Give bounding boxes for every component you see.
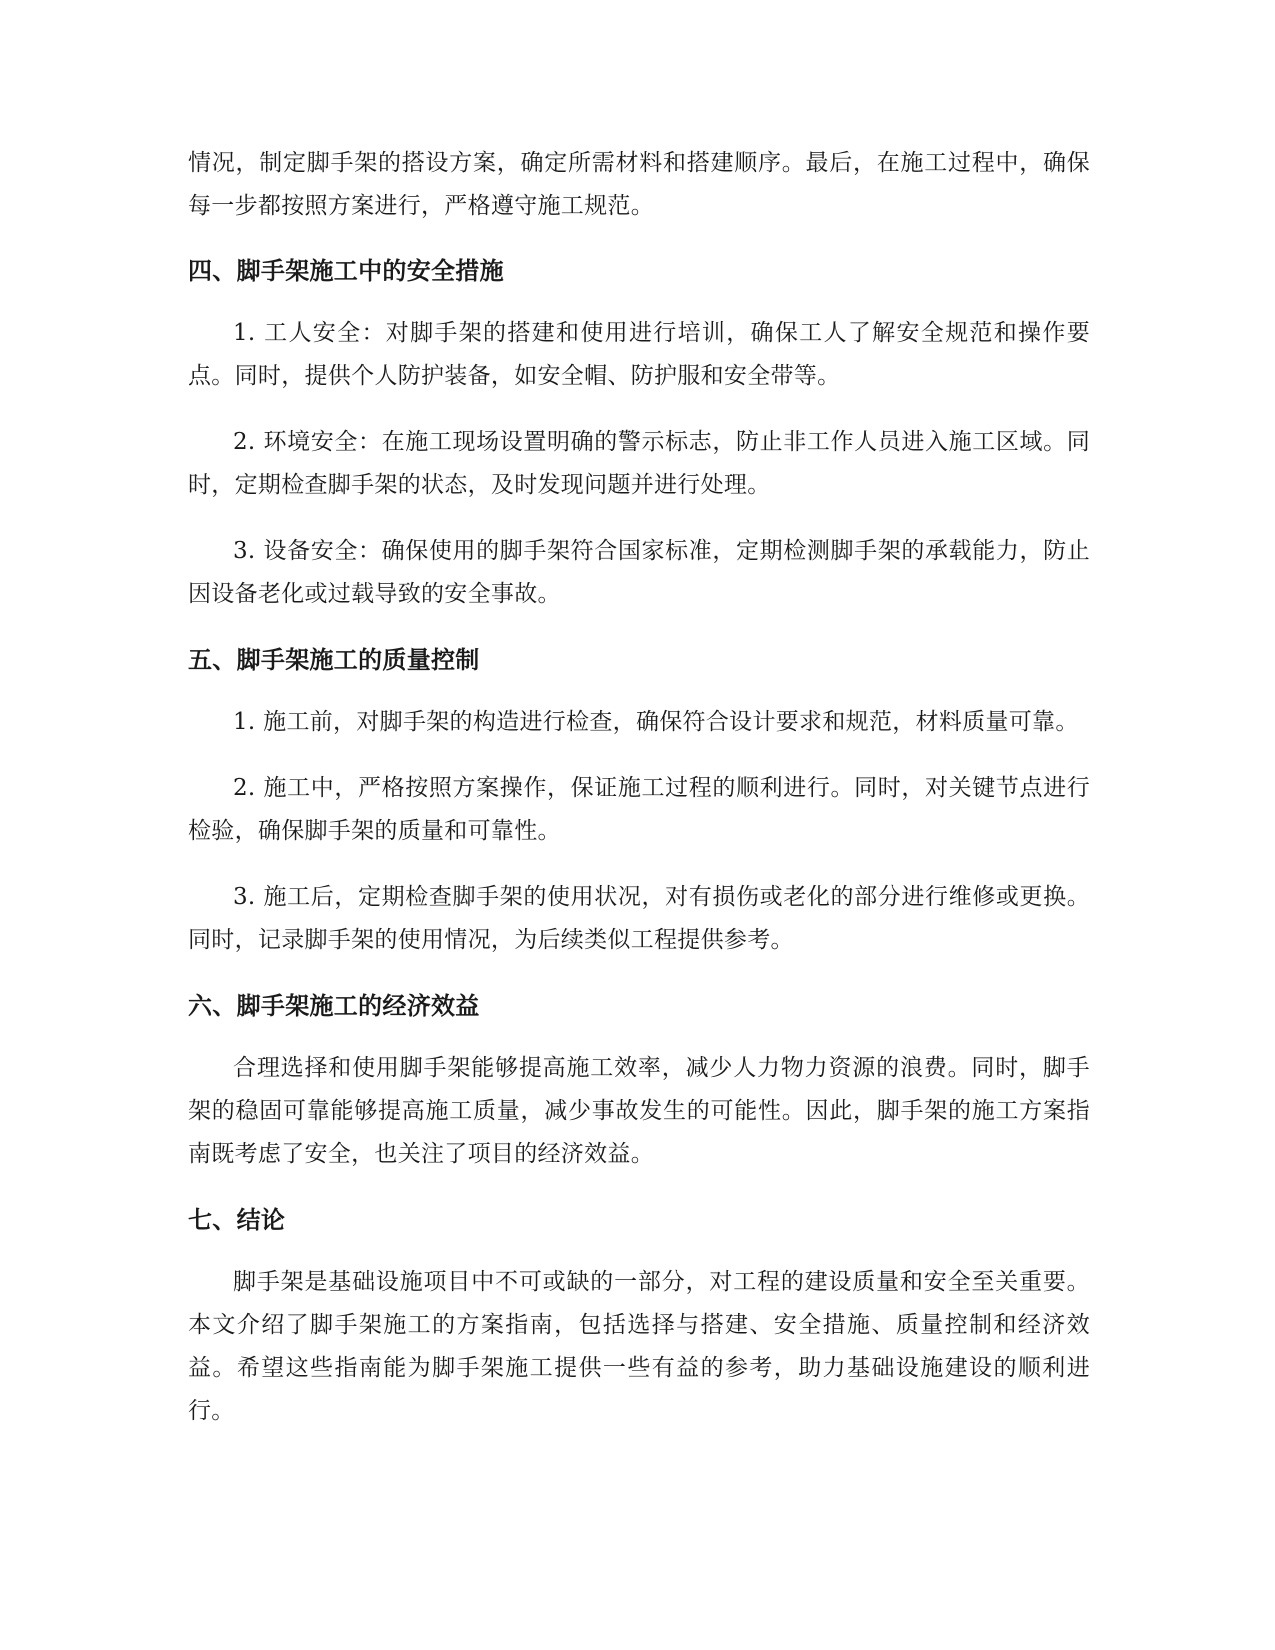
intro-continuation-paragraph: 情况，制定脚手架的搭设方案，确定所需材料和搭建顺序。最后，在施工过程中，确保每一步都按照方案进行，严格遵守施工规范。 <box>188 150 1090 219</box>
paragraph-worker-safety: 1. 工人安全：对脚手架的搭建和使用进行培训，确保工人了解安全规范和操作要点。同时，提供个人防护装备，如安全帽、防护服和安全带等。 <box>188 320 1090 389</box>
paragraph-quality-during: 2. 施工中，严格按照方案操作，保证施工过程的顺利进行。同时，对关键节点进行检验，确保脚手架的质量和可靠性。 <box>188 775 1090 844</box>
paragraph-equipment-safety: 3. 设备安全：确保使用的脚手架符合国家标准，定期检测脚手架的承载能力，防止因设备老化或过载导致的安全事故。 <box>188 538 1090 607</box>
paragraph-quality-after: 3. 施工后，定期检查脚手架的使用状况，对有损伤或老化的部分进行维修或更换。同时，记录脚手架的使用情况，为后续类似工程提供参考。 <box>188 884 1090 953</box>
paragraph-quality-before: 1. 施工前，对脚手架的构造进行检查，确保符合设计要求和规范，材料质量可靠。 <box>233 709 1079 735</box>
section-heading-conclusion: 七、结论 <box>188 1206 286 1234</box>
paragraph-economics: 合理选择和使用脚手架能够提高施工效率，减少人力物力资源的浪费。同时，脚手架的稳固可靠能够提高施工质量，减少事故发生的可能性。因此，脚手架的施工方案指南既考虑了安全，也关注了项目的经济效益。 <box>188 1055 1090 1167</box>
paragraph-environment-safety: 2. 环境安全：在施工现场设置明确的警示标志，防止非工作人员进入施工区域。同时，定期检查脚手架的状态，及时发现问题并进行处理。 <box>188 429 1090 498</box>
section-heading-quality: 五、脚手架施工的质量控制 <box>188 646 480 674</box>
section-heading-safety: 四、脚手架施工中的安全措施 <box>188 257 504 285</box>
section-heading-economics: 六、脚手架施工的经济效益 <box>188 992 480 1020</box>
document-body <box>188 142 1090 1456</box>
paragraph-conclusion: 脚手架是基础设施项目中不可或缺的一部分，对工程的建设质量和安全至关重要。本文介绍了脚手架施工的方案指南，包括选择与搭建、安全措施、质量控制和经济效益。希望这些指南能为脚手架施工提供一些有益的参考，助力基础设施建设的顺利进行。 <box>188 1269 1090 1424</box>
